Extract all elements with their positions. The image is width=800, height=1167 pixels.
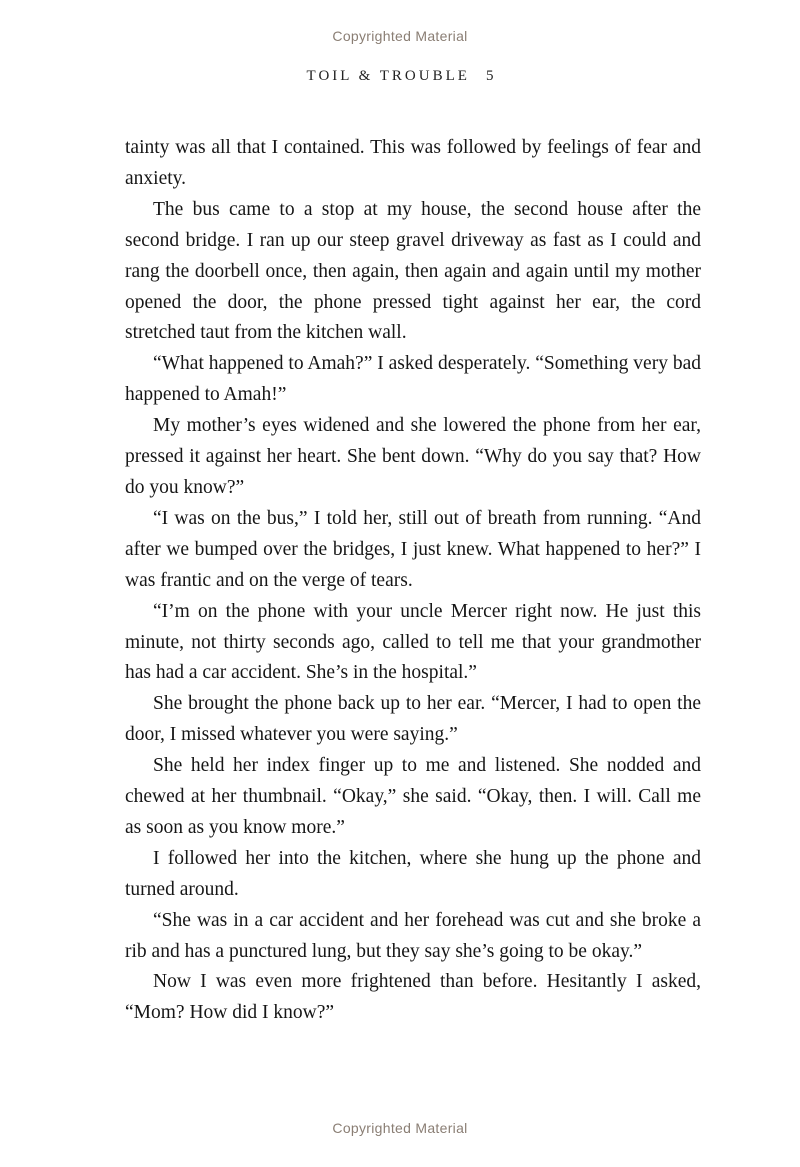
copyright-notice-top: Copyrighted Material xyxy=(332,28,468,44)
paragraph: My mother’s eyes widened and she lowered the phone from her ear, pressed it against her heart. She bent down. “Why do you say that? How do you know?” xyxy=(125,415,701,498)
page-body xyxy=(125,133,701,1029)
paragraph: I followed her into the kitchen, where she hung up the phone and turned around. xyxy=(125,847,701,900)
book-title: TOIL & TROUBLE xyxy=(306,68,470,84)
paragraph: The bus came to a stop at my house, the second house after the second bridge. I ran up our steep gravel driveway as fast as I could and rang the doorbell once, then again, then again and again until my mother opened the door, the phone pressed tight against her ear, the cord stretched taut from the kitchen wall. xyxy=(125,198,701,344)
running-header xyxy=(0,68,800,85)
paragraph: She held her index finger up to me and listened. She nodded and chewed at her thumbnail. “Okay,” she said. “Okay, then. I will. Call me as soon as you know more.” xyxy=(125,755,701,838)
paragraph: “She was in a car accident and her forehead was cut and she broke a rib and has a punctured lung, but they say she’s going to be okay.” xyxy=(125,909,701,962)
paragraph: “I’m on the phone with your uncle Mercer right now. He just this minute, not thirty seconds ago, called to tell me that your grandmother has had a car accident. She’s in the hospital.” xyxy=(125,600,701,684)
paragraph: tainty was all that I contained. This was followed by feelings of fear and anxiety. xyxy=(125,137,701,189)
paragraph: “I was on the bus,” I told her, still out of breath from running. “And after we bumped over the bridges, I just knew. What happened to her?” I was frantic and on the verge of tears. xyxy=(125,507,701,591)
paragraph: “What happened to Amah?” I asked desperately. “Something very bad happened to Amah!” xyxy=(125,353,701,406)
copyright-notice-bottom: Copyrighted Material xyxy=(332,1120,468,1136)
page-number: 5 xyxy=(485,68,494,84)
paragraph: She brought the phone back up to her ear. “Mercer, I had to open the door, I missed whatever you were saying.” xyxy=(125,693,701,746)
paragraph: Now I was even more frightened than before. Hesitantly I asked, “Mom? How did I know?” xyxy=(125,971,701,1024)
